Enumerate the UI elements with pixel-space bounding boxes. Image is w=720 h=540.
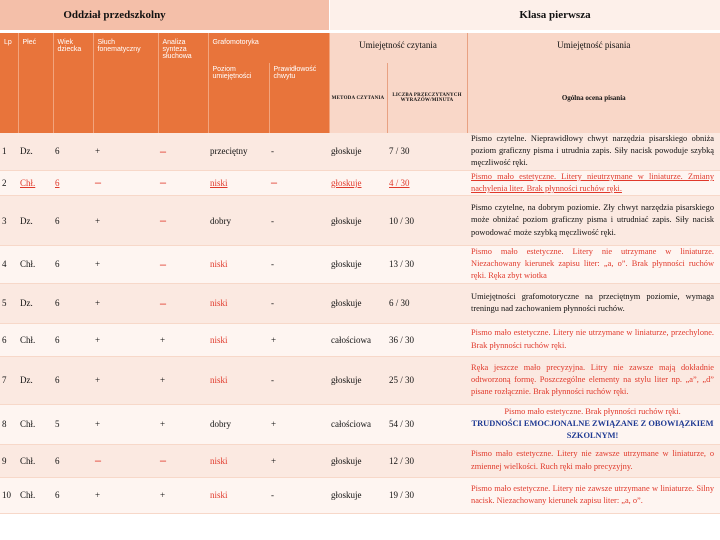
row-chwyt [269,196,329,246]
row-ocena-value: Pismo mało estetyczne. Brak płynności ruchów ręki. [504,406,681,416]
row-analiza-value: – [160,453,166,468]
row-sluch [93,404,158,444]
row-plec-value: Dz. [20,146,33,157]
row-plec [18,283,53,323]
row-analiza-value: – [160,256,166,271]
row-metoda-value: całościowa [331,419,371,430]
row-poziom-value: niski [210,334,228,345]
row-lp-value: 8 [2,419,7,430]
col-grafomotoryka: Grafomotoryka [208,33,329,63]
row-poziom [208,170,269,195]
row-wiek [53,477,93,513]
row-sluch [93,283,158,323]
row-analiza [158,283,208,323]
row-poziom-value: przeciętny [210,146,248,157]
row-ocena-value: Pismo mało estetyczne. Litery nie utrzymane w liniaturze, przechylone. Brak płynności ruchów ręki. [471,328,715,350]
table-row [0,283,720,323]
row-sluch [93,323,158,356]
row-chwyt-value: - [271,259,274,270]
row-metoda [329,133,387,170]
row-metoda-value: głoskuje [331,259,362,270]
row-liczba-value: 36 / 30 [389,334,415,345]
row-analiza [158,356,208,404]
row-ocena [467,477,720,513]
row-metoda [329,196,387,246]
row-metoda [329,477,387,513]
row-chwyt [269,133,329,170]
row-plec-value: Dz. [20,215,33,226]
section-preschool-title: Oddział przedszkolny [63,9,166,21]
row-chwyt [269,170,329,195]
row-chwyt-value: - [271,215,274,226]
row-lp-value: 9 [2,455,7,466]
col-metoda: METODA CZYTANIA [329,63,387,133]
row-liczba [387,356,467,404]
row-wiek-value: 6 [55,215,60,226]
row-lp-value: 3 [2,215,7,226]
row-plec [18,196,53,246]
row-plec [18,133,53,170]
row-plec-value: Chł. [20,419,36,430]
row-chwyt-value: + [271,419,277,430]
col-lp: Lp [0,33,18,133]
row-chwyt [269,323,329,356]
row-metoda-value: głoskuje [331,177,362,188]
table-row [0,196,720,246]
row-chwyt [269,356,329,404]
row-sluch-value: + [95,375,101,386]
row-plec [18,170,53,195]
row-sluch-value: + [95,334,101,345]
row-metoda-value: głoskuje [331,215,362,226]
row-chwyt [269,444,329,477]
row-metoda-value: głoskuje [331,298,362,309]
row-analiza-value: – [160,213,166,228]
row-wiek-value: 6 [55,490,60,501]
col-analiza: Analiza synteza słuchowa [158,33,208,133]
row-lp-value: 4 [2,259,7,270]
row-plec-value: Chł. [20,177,36,188]
row-chwyt-value: - [271,298,274,309]
row-analiza [158,404,208,444]
row-plec [18,477,53,513]
row-ocena [467,170,720,195]
row-plec [18,356,53,404]
row-lp [0,170,18,195]
row-poziom-value: niski [210,375,228,386]
row-lp [0,404,18,444]
row-lp [0,356,18,404]
row-wiek [53,170,93,195]
row-wiek [53,323,93,356]
row-ocena [467,246,720,284]
row-liczba-value: 12 / 30 [389,455,415,466]
row-sluch-value: + [95,259,101,270]
row-plec [18,404,53,444]
row-wiek-value: 6 [55,146,60,157]
row-sluch [93,356,158,404]
col-chwyt: Prawidłowość chwytu [269,63,329,133]
row-sluch [93,444,158,477]
table-row [0,323,720,356]
row-lp [0,323,18,356]
row-metoda [329,283,387,323]
row-liczba [387,170,467,195]
row-chwyt-value: - [271,146,274,157]
row-liczba-value: 4 / 30 [389,177,410,188]
row-wiek-value: 6 [55,455,60,466]
row-poziom [208,133,269,170]
row-poziom [208,196,269,246]
row-metoda-value: głoskuje [331,455,362,466]
row-ocena [467,356,720,404]
row-ocena-value: Pismo czytelne, na dobrym poziomie. Zły chwyt narzędzia pisarskiego może obniżać poziom graficzny pisma i utrudniać zapis. Siły nacisk powodować może szybką męczliwość ręki. [471,203,715,237]
row-sluch-value: + [95,215,101,226]
row-analiza [158,477,208,513]
row-liczba-value: 25 / 30 [389,375,415,386]
row-poziom-value: niski [210,298,228,309]
row-wiek-value: 6 [55,177,60,188]
section-preschool-header [0,0,329,30]
row-analiza-value: – [160,175,166,190]
table-row [0,404,720,444]
row-analiza [158,170,208,195]
section-first-grade-header [330,0,720,30]
row-wiek [53,246,93,284]
row-lp [0,283,18,323]
row-wiek [53,444,93,477]
col-umiejetnosc-pisania: Umiejętność pisania [467,33,720,63]
row-poziom-value: niski [210,259,228,270]
row-plec-value: Chł. [20,490,36,501]
row-sluch [93,196,158,246]
row-wiek [53,196,93,246]
row-sluch [93,170,158,195]
row-warning: TRUDNOŚCI EMOCJONALNE ZWIĄZANE Z OBOWIĄZKIEM SZKOLNYM! [471,419,714,441]
row-wiek [53,133,93,170]
row-lp-value: 5 [2,298,7,309]
row-ocena [467,404,720,444]
col-sluch: Słuch fonematyczny [93,33,158,133]
row-ocena-value: Pismo mało estetyczne. Litery nie zawsze utrzymane w liniaturze, o zmiennej wielkości. Ruch ręki mało precyzyjny. [471,449,715,471]
row-sluch-value: – [95,453,101,468]
row-liczba-value: 10 / 30 [389,215,415,226]
col-wiek: Wiek dziecka [53,33,93,133]
row-poziom-value: niski [210,177,228,188]
row-ocena-value: Pismo mało estetyczne. Litery nie zawsze utrzymane w liniaturze. Silny nacisk. Niezachowany kierunek zapisu liter: „a, o”. [471,483,715,506]
row-chwyt-value: + [271,334,277,345]
row-chwyt [269,283,329,323]
row-lp [0,196,18,246]
row-sluch-value: – [95,175,101,190]
table-row [0,356,720,404]
row-metoda [329,323,387,356]
row-wiek-value: 6 [55,375,60,386]
row-analiza-value: – [160,143,166,158]
row-wiek [53,404,93,444]
row-wiek [53,356,93,404]
row-metoda-value: głoskuje [331,375,362,386]
row-metoda [329,444,387,477]
row-analiza-value: – [160,295,166,310]
row-poziom [208,283,269,323]
row-analiza [158,133,208,170]
col-plec: Płeć [18,33,53,133]
row-analiza [158,196,208,246]
row-ocena [467,283,720,323]
row-plec [18,444,53,477]
row-plec [18,246,53,284]
row-analiza-value: + [160,490,166,501]
row-liczba-value: 19 / 30 [389,490,415,501]
table-row [0,477,720,513]
row-poziom-value: dobry [210,419,231,430]
section-first-grade-title: Klasa pierwsza [519,9,591,21]
table-row [0,170,720,195]
row-chwyt-value: - [271,375,274,386]
row-lp-value: 6 [2,334,7,345]
row-analiza-value: + [160,375,166,386]
row-analiza-value: + [160,334,166,345]
row-sluch-value: + [95,298,101,309]
row-metoda [329,404,387,444]
row-sluch-value: + [95,490,101,501]
row-lp [0,133,18,170]
row-lp-value: 2 [2,177,7,188]
row-metoda-value: całościowa [331,334,371,345]
table-row [0,133,720,170]
row-poziom [208,356,269,404]
row-analiza [158,246,208,284]
row-plec-value: Chł. [20,259,36,270]
row-wiek [53,283,93,323]
row-chwyt [269,477,329,513]
row-analiza [158,323,208,356]
row-plec-value: Dz. [20,298,33,309]
row-ocena-value: Pismo mało estetyczne. Litery nieutrzymane w liniaturze. Zmiany nachylenia liter. Brak płynności ruchów ręki. [471,171,715,193]
row-poziom [208,404,269,444]
row-poziom-value: niski [210,490,228,501]
row-ocena [467,196,720,246]
row-ocena [467,444,720,477]
row-lp-value: 10 [2,490,11,501]
row-poziom [208,323,269,356]
col-ogolna-ocena: Ogólna ocena pisania [467,63,720,133]
row-liczba [387,246,467,284]
row-liczba [387,283,467,323]
row-ocena-value: Ręka jeszcze mało precyzyjna. Litry nie zawsze mają dokładnie odtworzoną formę. Poszczególne elementy na stylu liter np. „a”, „d” pisane rozłącznie. Brak płynności ruchów ręki. [471,362,715,397]
row-metoda-value: głoskuje [331,490,362,501]
row-poziom [208,444,269,477]
row-wiek-value: 6 [55,298,60,309]
col-poziom: Poziom umiejętności [208,63,269,133]
row-plec [18,323,53,356]
row-lp-value: 7 [2,375,7,386]
col-liczba: LICZBA PRZECZYTANYCH WYRAZÓW/MINUTA [387,63,467,133]
table-row [0,444,720,477]
row-ocena-value: Pismo czytelne. Nieprawidłowy chwyt narzędzia pisarskiego obniża poziom graficzny pisma i utrudnia zapis. Siły nacisk powoduje szybką męczliwość ręki. [471,134,715,168]
row-chwyt [269,246,329,284]
row-liczba-value: 13 / 30 [389,259,415,270]
row-ocena-value: Umiejętności grafomotoryczne na przeciętnym poziomie, wymaga treningu nad zachowaniem płynności ruchów. [471,291,715,314]
row-liczba [387,444,467,477]
col-umiejetnosc-czytania: Umiejętność czytania [329,33,467,63]
row-metoda [329,170,387,195]
row-poziom [208,477,269,513]
row-lp [0,477,18,513]
row-ocena [467,133,720,170]
row-analiza-value: + [160,419,166,430]
row-metoda-value: głoskuje [331,146,362,157]
row-liczba [387,404,467,444]
row-wiek-value: 6 [55,334,60,345]
row-plec-value: Chł. [20,455,36,466]
row-liczba [387,196,467,246]
row-chwyt [269,404,329,444]
row-sluch [93,133,158,170]
row-poziom-value: dobry [210,215,231,226]
row-sluch [93,477,158,513]
row-plec-value: Dz. [20,375,33,386]
row-chwyt-value: – [271,175,277,190]
row-ocena [467,323,720,356]
row-chwyt-value: + [271,455,277,466]
row-plec-value: Chł. [20,334,36,345]
row-sluch [93,246,158,284]
assessment-table [0,33,720,514]
row-liczba [387,323,467,356]
row-wiek-value: 5 [55,419,60,430]
row-liczba-value: 6 / 30 [389,298,410,309]
row-sluch-value: + [95,419,101,430]
row-lp [0,246,18,284]
row-liczba-value: 7 / 30 [389,146,410,157]
row-liczba [387,133,467,170]
row-metoda [329,246,387,284]
row-ocena-value: Pismo mało estetyczne. Litery nie utrzymane w liniaturze. Niezachowany kierunek zapisu liter: „a, o”. Brak płynności ruchów ręki. Ręka zbyt wiotka [471,247,715,281]
row-poziom [208,246,269,284]
row-sluch-value: + [95,146,101,157]
row-lp-value: 1 [2,146,7,157]
row-liczba [387,477,467,513]
row-wiek-value: 6 [55,259,60,270]
table-row [0,246,720,284]
row-lp [0,444,18,477]
row-analiza [158,444,208,477]
row-metoda [329,356,387,404]
row-liczba-value: 54 / 30 [389,419,415,430]
row-poziom-value: niski [210,455,228,466]
row-chwyt-value: - [271,490,274,501]
